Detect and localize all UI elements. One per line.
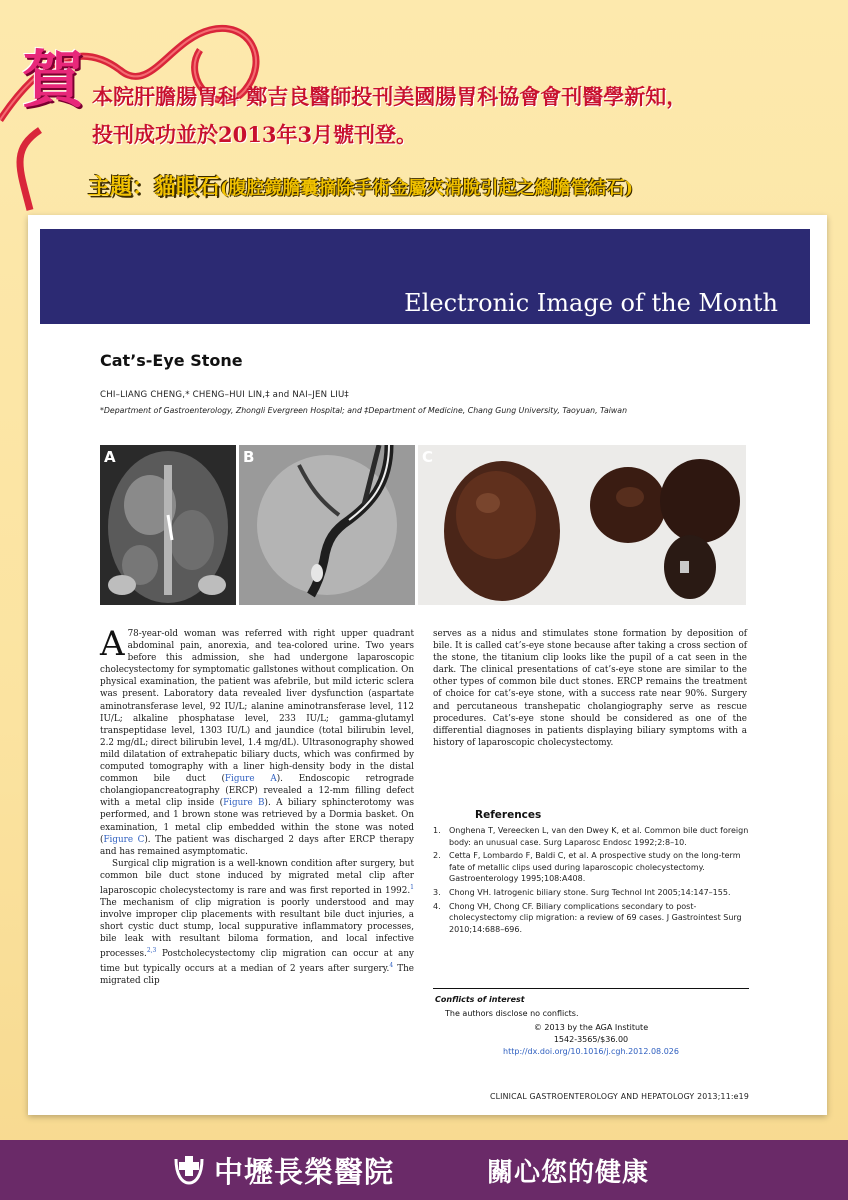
topic-label: 主題： — [88, 174, 155, 200]
conflicts-text: The authors disclose no conflicts. — [445, 1009, 579, 1018]
journal-citation: CLINICAL GASTROENTEROLOGY AND HEPATOLOGY 2013;11:e19 — [489, 1092, 749, 1101]
reference-item — [433, 850, 751, 885]
figure-a-link[interactable]: Figure A — [224, 774, 277, 785]
citation-link[interactable]: 4 — [389, 962, 394, 970]
article-authors: CHI–LIANG CHENG,* CHENG–HUI LIN,‡ and NAI–JEN LIU‡ — [100, 390, 349, 400]
article-page — [28, 215, 827, 1115]
reference-item — [433, 825, 751, 848]
body-text: The migrated clip — [100, 964, 414, 987]
banner-title: Electronic Image of the Month — [404, 289, 778, 317]
figure-panel-c-stone-photo — [418, 445, 746, 605]
topic-title: 貓眼石 — [154, 174, 221, 200]
body-paragraph-1 — [100, 624, 414, 858]
figure-panel-a-ct-image — [100, 445, 236, 605]
figure — [100, 445, 746, 605]
headline-line2: 投刊成功並於2013年3月號刊登。 — [92, 122, 418, 147]
body-text: Postcholecystectomy clip migration can occur at any time but typically occurs at a median of 2 years after surgery. — [100, 949, 414, 975]
figure-c-link[interactable]: Figure C — [103, 834, 145, 845]
topic-line — [88, 170, 633, 201]
references-list — [433, 825, 751, 937]
article-affiliation: *Department of Gastroenterology, Zhongli Evergreen Hospital; and ‡Department of Medicine, Chang Gung University, Taoyuan, Taiwan — [100, 406, 628, 415]
doi-link[interactable]: http://dx.doi.org/10.1016/j.cgh.2012.08.026 — [503, 1047, 679, 1056]
citation-link[interactable]: 2,3 — [146, 947, 157, 955]
body-text: ). Endoscopic retrograde cholangiopancreatography (ERCP) revealed a 12-mm filling defect with a metal clip inside ( — [100, 774, 414, 809]
reference-text: Chong VH, Chong CF. Biliary complications secondary to post-cholecystectomy clip migration: a review of 69 cases. J Gastrointest Surg 2010;14:688–696. — [449, 901, 742, 934]
divider — [433, 988, 749, 989]
citation-link[interactable]: 1 — [410, 883, 414, 891]
reference-item — [433, 901, 751, 936]
body-column-left — [100, 624, 414, 987]
topic-subtitle: (腹腔鏡膽囊摘除手術金屬夾滑脫引起之總膽管結石) — [220, 178, 634, 199]
figure-panel-b-ercp-image — [239, 445, 415, 605]
copyright: © 2013 by the AGA Institute — [533, 1023, 649, 1032]
journal-banner — [40, 229, 810, 324]
body-text: Surgical clip migration is a well-known condition after surgery, but common bile duct stone induced by migrated metal clip after laparoscopic cholecystectomy is rare and was first reported in 1992. — [100, 858, 414, 896]
drop-cap: A — [100, 624, 125, 664]
body-paragraph-2 — [100, 858, 414, 988]
hospital-logo-icon — [172, 1153, 206, 1187]
body-paragraph-3: serves as a nidus and stimulates stone formation by deposition of bile. It is called cat’s-eye stone because after taking a cross section of the stone, the titanium clip looks like the pupil of a cat seen in the dark. The clinical presentations of cat’s-eye stone are similar to the other types of common bile duct stones. ERCP remains the treatment of choice for cat’s-eye stone, with a success rate near 90%. Surgery and percutaneous transhepatic cholangiography serve as rescue procedures. Cat’s-eye stone should be considered as one of the differential diagnoses in patients displaying biliary symptoms with a history of laparoscopic cholecystectomy. — [433, 629, 747, 748]
conflicts-heading: Conflicts of interest — [435, 995, 525, 1004]
body-text: 78-year-old woman was referred with right upper quadrant abdominal pain, anorexia, and tea-colored urine. Two years before this admission, she had undergone laparoscopic cholecystectomy for symptomatic gallstones without complication. On physical examination, the patient was afebrile, but mild icteric sclera was present. Laboratory data revealed liver dysfunction (aspartate aminotransferase level, 92 IU/L; alanine aminotransferase level, 112 IU/L; alkaline phosphatase level, 233 IU/L; gamma-glutamyl transpeptidase level, 1303 IU/L) and jaundice (total bilirubin level, 2.2 mg/dL; direct bilirubin level, 1.4 mg/dL). Ultrasonography showed mild dilatation of extrahepatic biliary ducts, which was confirmed by computed tomography with a liner high-density body in the distal common bile duct ( — [100, 629, 414, 785]
figure-label-c: C — [422, 448, 434, 466]
headline — [92, 78, 832, 154]
issn: 1542-3565/$36.00 — [553, 1035, 629, 1044]
body-text: ). The patient was discharged 2 days after ERCP therapy and has remained asymptomatic. — [100, 834, 414, 857]
reference-text: Cetta F, Lombardo F, Baldi C, et al. A prospective study on the long-term fate of metallic clips used during laparoscopic cholecystectomy. Gastroenterology 1995;108:A408. — [449, 851, 741, 884]
reference-text: Onghena T, Vereecken L, van den Dwey K, et al. Common bile duct foreign body: an unusual case. Surg Laparosc Endosc 1992;2:8–10. — [449, 826, 749, 847]
headline-line1: 本院肝膽腸胃科 鄭吉良醫師投刊美國腸胃科協會會刊醫學新知， — [92, 84, 688, 109]
figure-label-a: A — [104, 448, 116, 466]
reference-text: Chong VH. Iatrogenic biliary stone. Surg Technol Int 2005;14:147–155. — [449, 887, 731, 897]
congrats-character: 賀 — [22, 43, 85, 116]
reference-number: 4. — [433, 901, 441, 911]
hospital-name: 中壢長榮醫院 — [214, 1155, 395, 1189]
references-heading: References — [475, 809, 542, 821]
footer-bar — [0, 1140, 848, 1200]
body-text: The mechanism of clip migration is poorly understood and may involve improper clip placements with resultant bile duct injuries, a short cystic duct stump, local suppurative inflammatory processes, bile leak with resultant biloma formation, and local infective processes. — [100, 897, 414, 960]
reference-number: 3. — [433, 887, 441, 897]
hospital-slogan: 關心您的健康 — [487, 1158, 650, 1188]
reference-item — [433, 887, 751, 899]
article-title: Cat’s-Eye Stone — [100, 351, 243, 370]
imprint — [433, 1022, 749, 1058]
body-text: ). A biliary sphincterotomy was performed, and 1 brown stone was retrieved by a Dormia basket. On examination, 1 metal clip embedded within the stone was noted ( — [100, 798, 414, 845]
body-column-right — [433, 628, 747, 749]
figure-label-b: B — [243, 448, 255, 466]
reference-number: 1. — [433, 826, 441, 835]
figure-b-link[interactable]: Figure B — [223, 798, 265, 809]
reference-number: 2. — [433, 851, 441, 861]
